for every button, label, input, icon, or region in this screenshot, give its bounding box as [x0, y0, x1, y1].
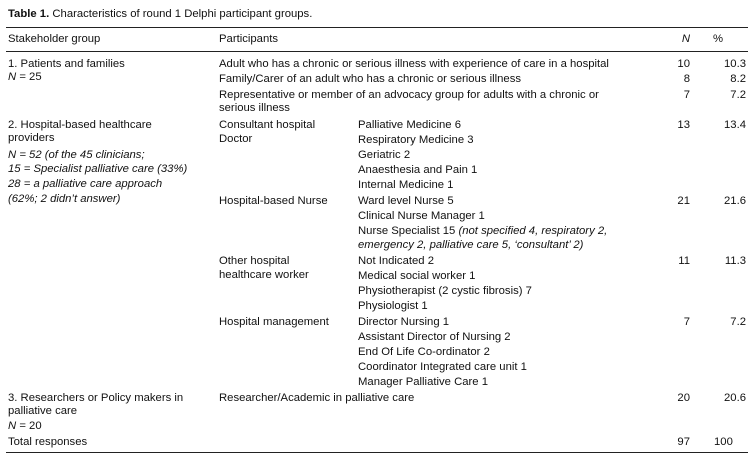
caption-text: Characteristics of round 1 Delphi participant groups.	[52, 8, 313, 20]
group-3-name-line-2: palliative care	[8, 405, 78, 417]
other-item: Physiotherapist (2 cystic fibrosis) 7	[358, 285, 532, 297]
management-item: Assistant Director of Nursing 2	[358, 331, 511, 343]
group-1-row-3-pct: 7.2	[730, 89, 746, 101]
nurse-item: Clinical Nurse Manager 1	[358, 210, 485, 222]
caption-label: Table 1.	[8, 8, 50, 20]
subgroup-doctor-pct: 13.4	[724, 119, 746, 131]
group-1-row-1-n: 10	[677, 58, 690, 70]
header-rule	[6, 51, 748, 52]
subgroup-doctor-role-line-2: Doctor	[219, 133, 253, 145]
subgroup-management-role: Hospital management	[219, 316, 329, 328]
doctor-item: Geriatric 2	[358, 149, 411, 161]
group-2-name-line-1: 2. Hospital-based healthcare	[8, 119, 152, 131]
group-1-row-1-pct: 10.3	[724, 58, 746, 70]
group-1-name: 1. Patients and families	[8, 58, 125, 70]
group-3-row-1-n: 20	[677, 392, 690, 404]
group-1-row-2-text: Family/Carer of an adult who has a chronic or serious illness	[219, 73, 522, 85]
management-item: Director Nursing 1	[358, 316, 450, 328]
nurse-specialist-note-2: emergency 2, palliative care 5, ‘consultant’ 2)	[358, 239, 584, 251]
total-label: Total responses	[8, 436, 88, 448]
header-participants: Participants	[219, 33, 279, 45]
group-1-row-1-text: Adult who has a chronic or serious illness with experience of care in a hospital	[219, 58, 609, 70]
doctor-item: Respiratory Medicine 3	[358, 134, 474, 146]
subgroup-management-pct: 7.2	[730, 316, 746, 328]
nurse-specialist: Nurse Specialist 15 (not specified 4, respiratory 2,	[358, 225, 608, 237]
bottom-rule	[6, 452, 748, 453]
group-2-name-line-2: providers	[8, 132, 55, 144]
subgroup-other-role-line-2: healthcare worker	[219, 269, 309, 281]
subgroup-management-n: 7	[683, 316, 690, 328]
group-2-n-note-2: 15 = Specialist palliative care (33%)	[8, 163, 188, 175]
other-item: Medical social worker 1	[358, 270, 476, 282]
group-1-row-3-text-line-2: serious illness	[219, 102, 290, 114]
subgroup-doctor-role-line-1: Consultant hospital	[219, 119, 316, 131]
management-item: Manager Palliative Care 1	[358, 376, 488, 388]
top-rule	[6, 27, 748, 28]
group-1-row-2-n: 8	[683, 73, 690, 85]
header-percent: %	[713, 33, 724, 45]
total-n: 97	[677, 436, 690, 448]
group-1-row-3-text-line-1: Representative or member of an advocacy group for adults with a chronic or	[219, 89, 599, 101]
header-n: N	[681, 33, 690, 45]
management-item: Coordinator Integrated care unit 1	[358, 361, 527, 373]
total-pct: 100	[714, 436, 733, 448]
group-2-n: N = 52 (of the 45 clinicians;	[8, 149, 145, 161]
subgroup-other-n: 11	[678, 255, 690, 267]
group-1-row-3-n: 7	[683, 89, 690, 101]
group-2-n-note-3: 28 = a palliative care approach	[8, 178, 163, 190]
management-item: End Of Life Co-ordinator 2	[358, 346, 490, 358]
header-stakeholder-group: Stakeholder group	[8, 33, 101, 45]
group-1-row-2-pct: 8.2	[730, 73, 746, 85]
subgroup-nurse-n: 21	[677, 195, 690, 207]
subgroup-other-pct: 11.3	[724, 255, 746, 267]
group-3-name-line-1: 3. Researchers or Policy makers in	[8, 392, 184, 404]
doctor-item: Anaesthesia and Pain 1	[358, 164, 478, 176]
subgroup-nurse-role: Hospital-based Nurse	[219, 195, 328, 207]
doctor-item: Internal Medicine 1	[358, 179, 454, 191]
group-2-n-note-4: (62%; 2 didn’t answer)	[8, 193, 121, 205]
group-3-row-1-pct: 20.6	[724, 392, 746, 404]
subgroup-other-role-line-1: Other hospital	[219, 255, 290, 267]
group-3-n: N = 20	[8, 420, 42, 432]
subgroup-doctor-n: 13	[677, 119, 690, 131]
other-item: Not Indicated 2	[358, 255, 434, 267]
table-caption	[8, 8, 312, 21]
group-1-n: N = 25	[8, 71, 42, 83]
subgroup-nurse-pct: 21.6	[724, 195, 746, 207]
doctor-item: Palliative Medicine 6	[358, 119, 461, 131]
nurse-item: Ward level Nurse 5	[358, 195, 454, 207]
other-item: Physiologist 1	[358, 300, 428, 312]
group-3-row-1-text: Researcher/Academic in palliative care	[219, 392, 415, 404]
